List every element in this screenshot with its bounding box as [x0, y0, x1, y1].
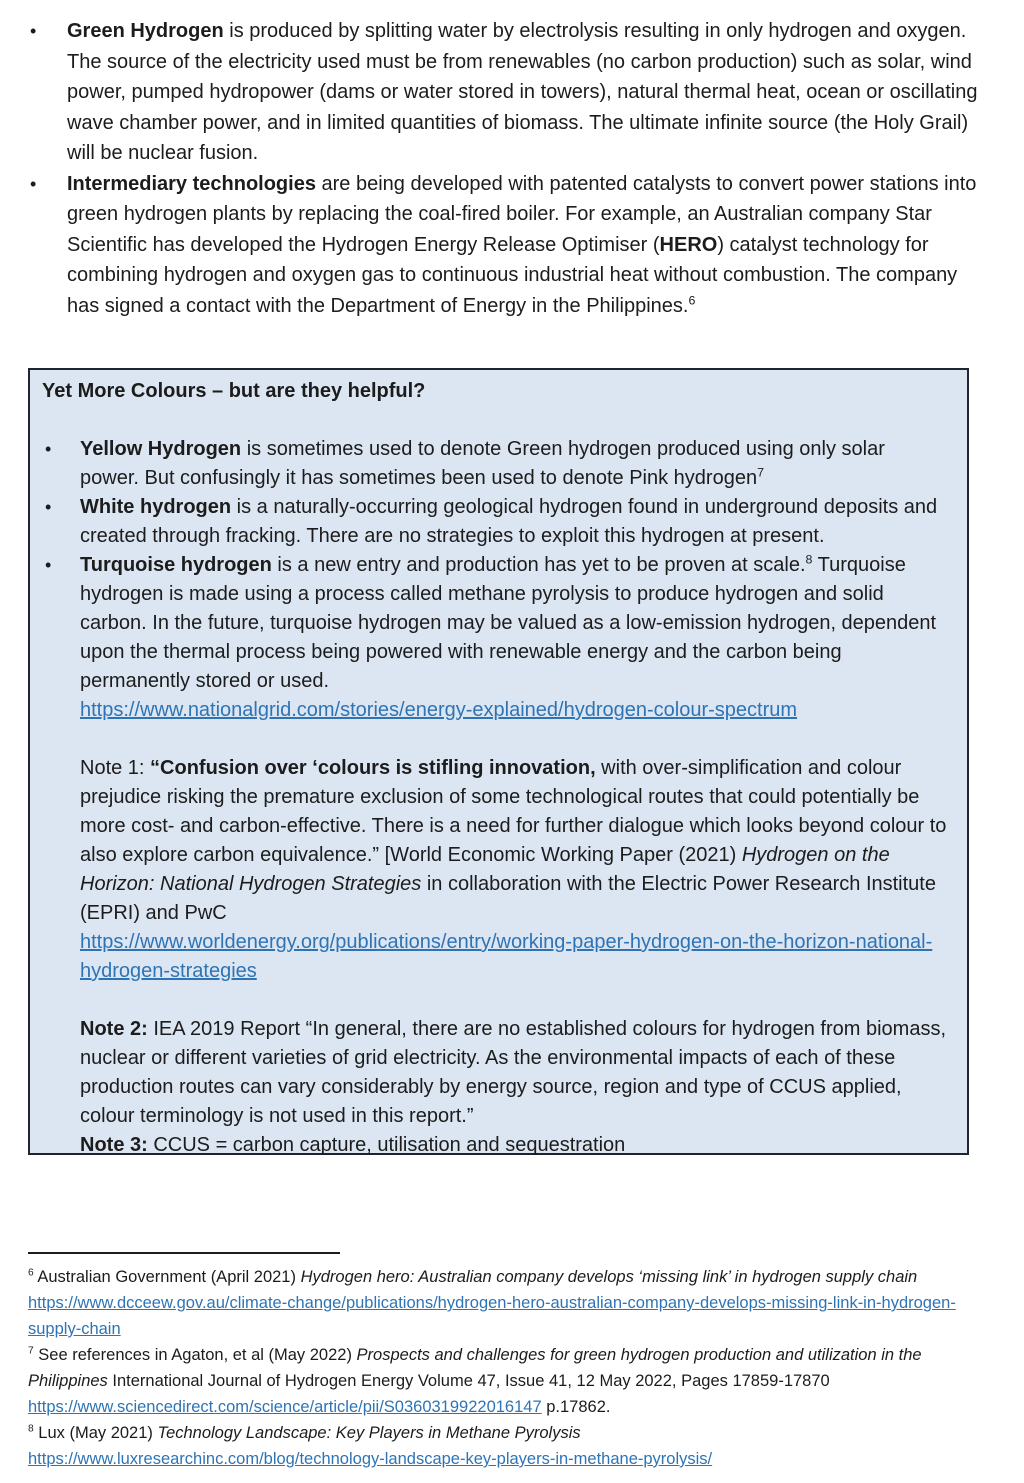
text-run: Prospects and challenges for green hydrogen production and utilization in the Philippines — [28, 1346, 922, 1390]
top-bullet-list — [30, 16, 988, 321]
footnote-ref: 8 — [28, 1423, 34, 1435]
footnote-ref: 7 — [757, 465, 764, 480]
text-run: CCUS = carbon capture, utilisation and sequestration — [153, 1134, 626, 1156]
text-run: Technology Landscape: Key Players in Methane Pyrolysis — [157, 1424, 581, 1442]
bullet-text — [67, 16, 988, 169]
footnote-item — [28, 1264, 990, 1342]
bullet-icon: • — [45, 497, 52, 517]
hyperlink[interactable]: https://www.luxresearchinc.com/blog/technology-landscape-key-players-in-methane-pyrolysis/ — [28, 1450, 713, 1468]
text-run: Green Hydrogen — [67, 20, 224, 42]
colours-box — [28, 368, 969, 1155]
box-title: Yet More Colours – but are they helpful? — [42, 380, 426, 402]
box-bullet-item — [45, 551, 949, 725]
text-run: Note 3: — [80, 1134, 154, 1156]
box-bullet-list — [45, 435, 949, 725]
footnote-ref: 7 — [28, 1345, 34, 1357]
text-run: Hydrogen on the Horizon: National Hydrogen Strategies — [80, 844, 890, 895]
bullet-text — [67, 169, 988, 322]
footnote-ref: 6 — [688, 292, 696, 307]
text-run: Note 2: — [80, 1018, 154, 1040]
text-run: p.17862. — [541, 1398, 611, 1416]
bullet-icon: • — [30, 173, 37, 194]
text-run: Australian Government (April 2021) — [33, 1268, 301, 1286]
text-run: “Confusion over ‘colours is stifling innovation, — [150, 757, 596, 779]
footnote-ref: 6 — [28, 1267, 34, 1279]
text-run: is a new entry and production has yet to be proven at scale. — [271, 554, 806, 576]
hyperlink[interactable]: https://www.nationalgrid.com/stories/energy-explained/hydrogen-colour-spectrum — [80, 699, 798, 721]
box-bullet-item — [45, 493, 949, 551]
text-run: Turquoise hydrogen is made using a process called methane pyrolysis to produce hydrogen and solid carbon. In the future, turquoise hydrogen may be valued as a low-emission hydrogen, dependent upon the thermal process being powered with renewable energy and the carbon being permanently stored or used. — [80, 554, 937, 692]
footnote-ref: 8 — [805, 552, 813, 567]
text-run: is sometimes used to denote Green hydrogen produced using only solar power. But confusingly it has sometimes been used to denote Pink hydrogen — [80, 438, 885, 489]
footnote-item — [28, 1420, 990, 1472]
hyperlink[interactable]: https://www.worldenergy.org/publications/entry/working-paper-hydrogen-on-the-horizon-national-hydrogen-strategies — [80, 931, 933, 982]
text-run: ) catalyst technology for combining hydrogen and oxygen gas to continuous industrial heat without combustion. The company has signed a contact with the Department of Energy in the Philippines. — [67, 233, 958, 317]
note-paragraph — [80, 754, 949, 986]
box-notes — [80, 754, 949, 1160]
bullet-item — [30, 169, 988, 322]
box-bullet-item — [45, 435, 949, 493]
bullet-icon: • — [45, 555, 52, 575]
footnote-item — [28, 1342, 990, 1420]
note-paragraph — [80, 1015, 949, 1131]
bullet-text — [80, 435, 949, 493]
bullet-icon: • — [45, 439, 52, 459]
text-run: IEA 2019 Report “In general, there are no established colours for hydrogen from biomass, nuclear or different varieties of grid electricity. As the environmental impacts of each of these production routes can vary considerably by energy source, region and type of CCUS applied, colour terminology is not used in this report.” — [80, 1018, 947, 1127]
text-run: with over-simplification and colour prejudice risking the premature exclusion of some technological routes that could potentially be more cost- and carbon-effective. There is a need for further dialogue which looks beyond colour to also explore carbon equivalence.” [World Economic Working Paper (2021) — [80, 757, 947, 866]
text-run: See references in Agaton, et al (May 2022) — [33, 1346, 357, 1364]
text-run: Note 1: — [80, 757, 151, 779]
bullet-text — [80, 551, 949, 725]
text-run: International Journal of Hydrogen Energy Volume 47, Issue 41, 12 May 2022, Pages 17859-17870 — [107, 1372, 830, 1390]
note-paragraph — [80, 1131, 949, 1160]
text-run: Lux (May 2021) — [33, 1424, 158, 1442]
text-run: Turquoise hydrogen — [80, 554, 272, 576]
text-run: Intermediary technologies — [67, 172, 316, 195]
hyperlink[interactable]: https://www.dcceew.gov.au/climate-change/publications/hydrogen-hero-australian-company-develops-missing-link-in-hydrogen-supply-chain — [28, 1294, 956, 1338]
text-run: HERO — [659, 233, 718, 256]
text-run: in collaboration with the Electric Power Research Institute (EPRI) and PwC — [80, 873, 936, 924]
text-run: is a naturally-occurring geological hydrogen found in underground deposits and created through fracking. There are no strategies to exploit this hydrogen at present. — [80, 496, 938, 547]
hyperlink[interactable]: https://www.sciencedirect.com/science/article/pii/S0360319922016147 — [28, 1398, 542, 1416]
text-run: is produced by splitting water by electrolysis resulting in only hydrogen and oxygen. The source of the electricity used must be from renewables (no carbon production) such as solar, wind power, pumped hydropower (dams or water stored in towers), natural thermal heat, ocean or oscillating wave chamber power, and in limited quantities of biomass. The ultimate infinite source (the Holy Grail) will be nuclear fusion. — [67, 20, 978, 164]
bullet-item — [30, 16, 988, 169]
footnotes-list — [28, 1264, 990, 1472]
text-run: White hydrogen — [80, 496, 232, 518]
text-run: Hydrogen hero: Australian company develops ‘missing link’ in hydrogen supply chain — [300, 1268, 918, 1286]
bullet-icon: • — [30, 21, 37, 41]
bullet-text — [80, 493, 949, 551]
footnote-separator — [28, 1252, 340, 1254]
text-run: are being developed with patented catalysts to convert power stations into green hydrogen plants by replacing the coal-fired boiler. For example, an Australian company Star Scientific has developed the Hydrogen Energy Release Optimiser ( — [67, 172, 977, 256]
text-run: Yellow Hydrogen — [80, 438, 242, 460]
